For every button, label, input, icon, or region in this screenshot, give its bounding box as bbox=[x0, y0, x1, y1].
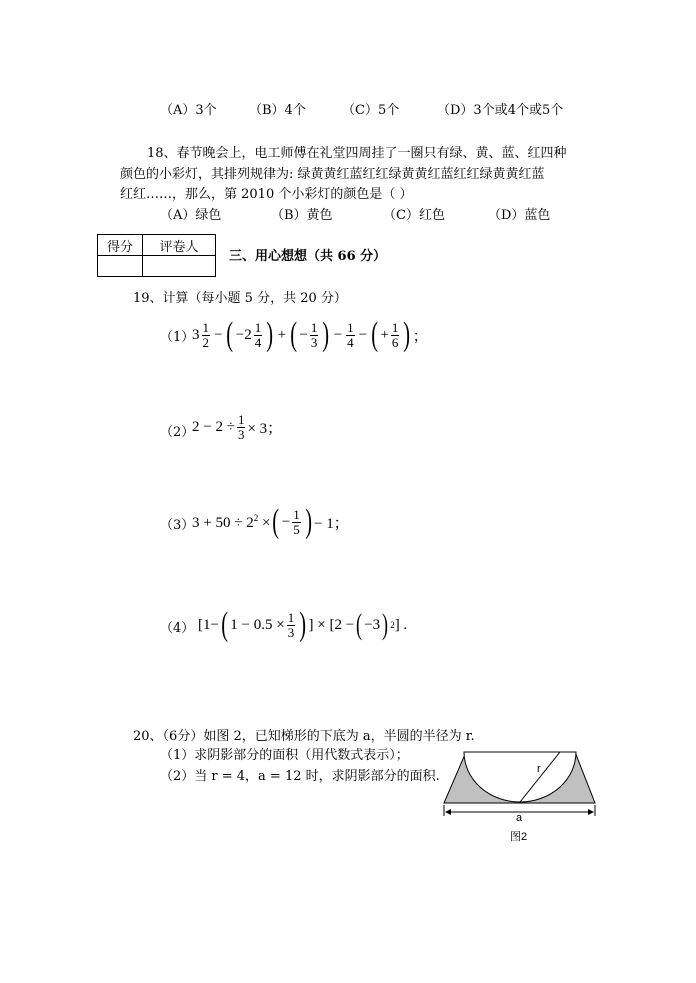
figure-caption: 图2 bbox=[510, 831, 528, 843]
q19-4-label: （4） bbox=[160, 621, 195, 636]
section3-title: 三、用心想想（共 66 分） bbox=[229, 249, 387, 264]
q18-option-c: （C）红色 bbox=[383, 208, 445, 223]
q19-3-expression: $3 + 50 \div 2^2$ × ( − $\frac{1}{5}$ ) − 1； bbox=[192, 503, 349, 540]
base-label: a bbox=[516, 812, 523, 824]
figure-2-trapezoid bbox=[437, 748, 602, 848]
q19-2-expression: 2 − 2 ÷ $\frac{1}{3}$ × 3； bbox=[192, 412, 283, 442]
q19-title: 19、计算（每小题 5 分，共 20 分） bbox=[133, 291, 347, 306]
q17-option-d: （D）3个或4个或5个 bbox=[437, 103, 564, 118]
q19-2-label: （2） bbox=[160, 425, 195, 440]
q17-option-b: （B）4个 bbox=[249, 103, 306, 118]
q20-sub1: （1）求阴影部分的面积（用代数式表示）； bbox=[160, 748, 409, 763]
score-cell[interactable] bbox=[98, 256, 143, 277]
q17-option-a: （A）3个 bbox=[160, 103, 217, 118]
q20-sub2: （2）当 r = 4，a = 12 时，求阴影部分的面积. bbox=[160, 769, 440, 784]
q19-4-expression: [1− ( 1 − 0.5 × $\frac{1}{3}$ ) ] × [2 − ( −3 ) 2 ] . bbox=[198, 606, 408, 643]
q18-line1: 18、春节晚会上，电工师傅在礼堂四周挂了一圈只有绿、黄、蓝、红四种 bbox=[147, 146, 567, 161]
radius-label: r bbox=[537, 763, 541, 775]
q18-option-d: （D）蓝色 bbox=[488, 208, 551, 223]
q19-3-label: （3） bbox=[160, 518, 195, 533]
q18-option-b: （B）黄色 bbox=[271, 208, 333, 223]
q17-option-c: （C）5个 bbox=[342, 103, 400, 118]
q19-1-label: （1） bbox=[160, 330, 195, 345]
grader-cell[interactable] bbox=[143, 256, 216, 277]
q18-line2: 颜色的小彩灯，其排列规律为: 绿黄黄红蓝红红绿黄黄红蓝红红绿黄黄红蓝 bbox=[120, 167, 545, 182]
grader-header: 评卷人 bbox=[143, 235, 216, 256]
q20-title: 20、（6分）如图 2，已知梯形的下底为 a，半圆的半径为 r. bbox=[133, 729, 475, 744]
q18-line3: 红红……，那么，第 2010 个小彩灯的颜色是（ ） bbox=[120, 187, 413, 202]
score-header: 得分 bbox=[98, 235, 143, 256]
q18-option-a: （A）绿色 bbox=[160, 208, 222, 223]
score-box bbox=[97, 234, 216, 277]
q19-1-expression: 3 $\frac{1}{2}$ − ( −2 $\frac{1}{4}$ ) + ( − $\frac{1}{3}$ ) − $\frac{1}{4}$ − ( + $\frac{1}{6}$ ) ； bbox=[192, 316, 428, 353]
